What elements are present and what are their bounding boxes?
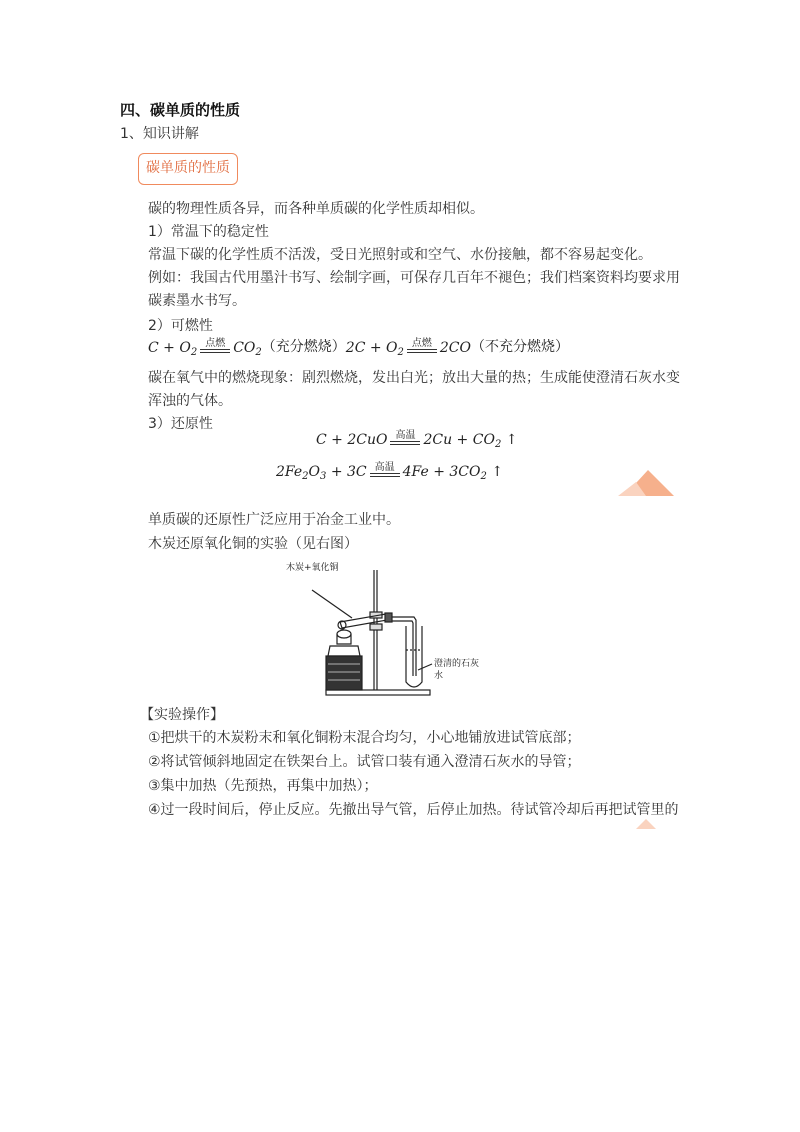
reduction-text-2: 木炭还原氧化铜的实验（见右图） — [148, 536, 358, 552]
figure-label-limewater-2: 水 — [434, 671, 444, 681]
combustion-equations — [148, 336, 569, 356]
topic-tag: 碳单质的性质 — [138, 153, 238, 185]
reduction-text-1: 单质碳的还原性广泛应用于冶金工业中。 — [148, 512, 400, 528]
figure-label-reactants: 木炭+氧化铜 — [286, 563, 339, 573]
reduction-equation-2 — [276, 464, 503, 480]
eq3-lhs: C + 2CuO — [316, 432, 388, 448]
stability-text-3: 碳素墨水书写。 — [148, 293, 246, 309]
eq3-condition: 高温 — [390, 430, 420, 445]
stability-text-1: 常温下碳的化学性质不活泼，受日光照射或和空气、水份接触，都不容易起变化。 — [148, 247, 652, 263]
operation-step-2: ②将试管倾斜地固定在铁架台上。试管口装有通入澄清石灰水的导管； — [148, 754, 581, 770]
eq1-rhs: $CO_2$ — [233, 340, 262, 358]
combustion-observation-1: 碳在氧气中的燃烧现象：剧烈燃烧，发出白光；放出大量的热；生成能使澄清石灰水变 — [148, 370, 680, 386]
eq2-condition: 点燃 — [407, 338, 437, 353]
apparatus-drawing — [282, 560, 482, 702]
combustion-observation-2: 浑浊的气体。 — [148, 393, 232, 409]
eq2-lhs: $2C + O_2$ — [345, 340, 404, 358]
eq3-rhs: $2Cu + CO_2$ ↑ — [423, 432, 518, 450]
intro-text: 碳的物理性质各异，而各种单质碳的化学性质却相似。 — [148, 201, 484, 217]
eq2-note: （不充分燃烧） — [471, 339, 569, 355]
eq4-lhs: $2Fe_2O_3 + 3C$ — [276, 464, 367, 482]
operation-step-3: ③集中加热（先预热，再集中加热）； — [148, 778, 378, 794]
operation-step-4: ④过一段时间后，停止反应。先撤出导气管，后停止加热。待试管冷却后再把试管里的 — [148, 802, 679, 818]
reduction-equation-1 — [316, 432, 518, 448]
combustion-heading: 2）可燃性 — [148, 318, 213, 334]
stability-heading: 1）常温下的稳定性 — [148, 224, 269, 240]
eq1-lhs: $C + O_2$ — [148, 340, 198, 358]
section-title: 四、碳单质的性质 — [120, 101, 241, 119]
eq1-note: （充分燃烧） — [261, 339, 346, 355]
figure-label-limewater-1: 澄清的石灰 — [434, 659, 480, 669]
eq4-condition: 高温 — [370, 462, 400, 477]
subsection-title: 1、知识讲解 — [120, 126, 199, 142]
eq2-rhs: 2CO — [439, 340, 471, 356]
decorative-triangle — [596, 466, 676, 496]
reduction-heading: 3）还原性 — [148, 416, 213, 432]
apparatus-figure — [282, 560, 482, 702]
operation-heading: 【实验操作】 — [140, 707, 224, 723]
eq4-rhs: $4Fe + 3CO_2$ ↑ — [402, 464, 504, 482]
operation-step-1: ①把烘干的木炭粉末和氧化铜粉末混合均匀，小心地铺放进试管底部； — [148, 730, 581, 746]
stability-text-2: 例如：我国古代用墨汁书写、绘制字画，可保存几百年不褪色；我们档案资料均要求用 — [148, 270, 680, 286]
eq1-condition: 点燃 — [200, 338, 230, 353]
